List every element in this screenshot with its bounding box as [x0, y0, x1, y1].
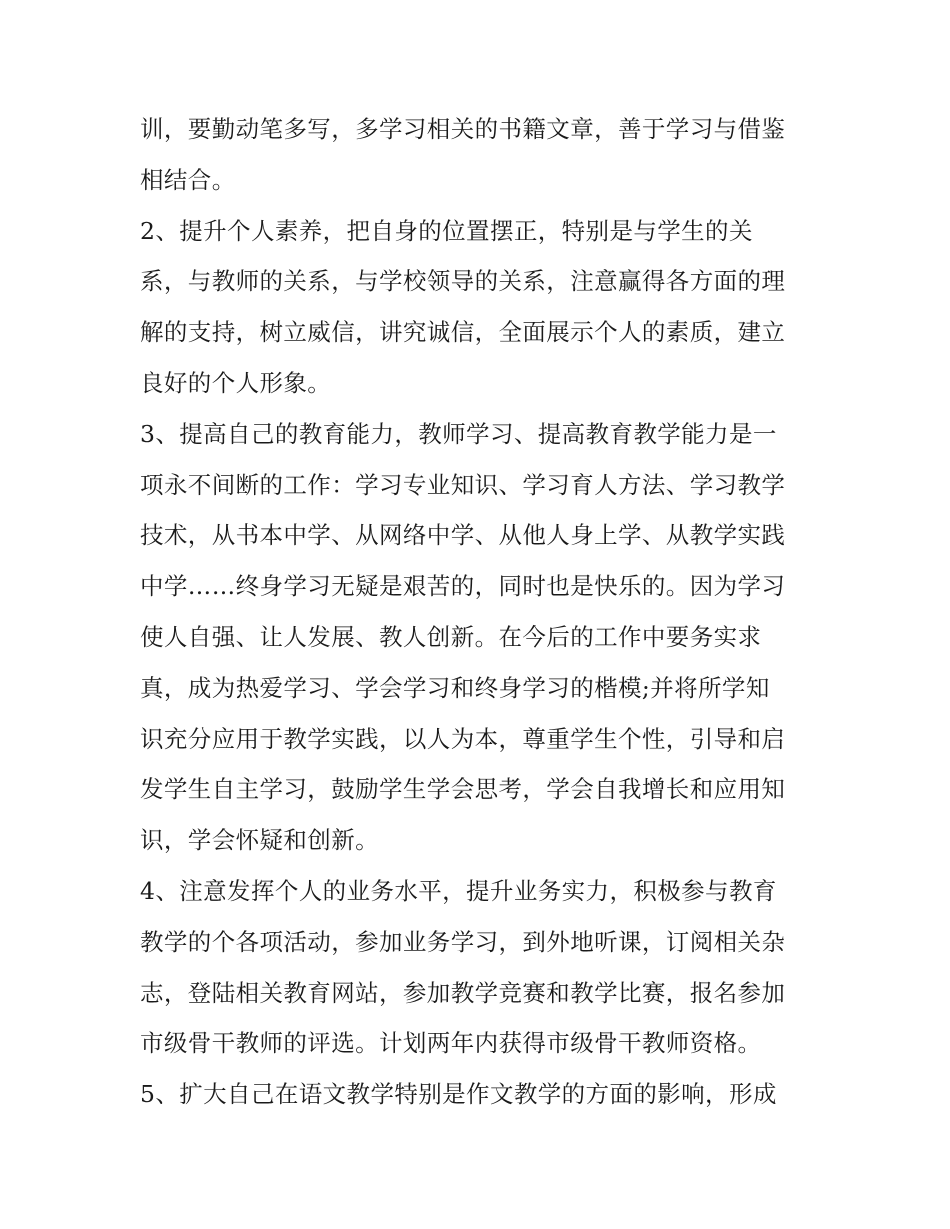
text-line: 5、扩大自己在语文教学特别是作文教学的方面的影响，形成 [140, 1080, 777, 1109]
text-line: 志，登陆相关教育网站，参加教学竞赛和教学比赛，报名参加 [140, 978, 786, 1007]
text-line: 识充分应用于教学实践，以人为本，尊重学生个性，引导和启 [140, 724, 786, 753]
text-line: 使人自强、让人发展、教人创新。在今后的工作中要务实求 [140, 622, 762, 651]
text-line: 市级骨干教师的评选。计划两年内获得市级骨干教师资格。 [140, 1029, 762, 1058]
text-line: 相结合。 [140, 165, 236, 194]
text-line: 项永不间断的工作：学习专业知识、学习育人方法、学习教学 [140, 470, 786, 499]
text-line: 教学的个各项活动，参加业务学习，到外地听课，订阅相关杂 [140, 927, 786, 956]
text-line: 训，要勤动笔多写，多学习相关的书籍文章，善于学习与借鉴 [140, 115, 786, 143]
text-line: 真，成为热爱学习、学会学习和终身学习的楷模;并将所学知 [140, 673, 770, 702]
text-line: 发学生自主学习，鼓励学生学会思考，学会自我增长和应用知 [140, 775, 786, 804]
text-line: 解的支持，树立威信，讲究诚信，全面展示个人的素质，建立 [140, 318, 786, 347]
paragraph-item-2 [140, 206, 820, 409]
text-line: 2、提升个人素养，把自身的位置摆正，特别是与学生的关 [140, 216, 753, 245]
paragraph-item-5 [140, 1069, 820, 1120]
text-line: 良好的个人形象。 [140, 368, 332, 397]
text-line: 4、注意发挥个人的业务水平，提升业务实力，积极参与教育 [140, 876, 777, 905]
text-line: 3、提高自己的教育能力，教师学习、提高教育教学能力是一 [140, 419, 777, 448]
text-line: 技术，从书本中学、从网络中学、从他人身上学、从教学实践 [140, 521, 786, 550]
paragraph-item-3 [140, 409, 820, 866]
document-body [140, 104, 820, 1120]
text-line: 识，学会怀疑和创新。 [140, 826, 379, 855]
text-line: 中学……终身学习无疑是艰苦的，同时也是快乐的。因为学习 [140, 572, 786, 601]
paragraph-item-4 [140, 866, 820, 1069]
paragraph-continuation [140, 104, 820, 206]
text-line: 系，与教师的关系，与学校领导的关系，注意赢得各方面的理 [140, 267, 786, 296]
